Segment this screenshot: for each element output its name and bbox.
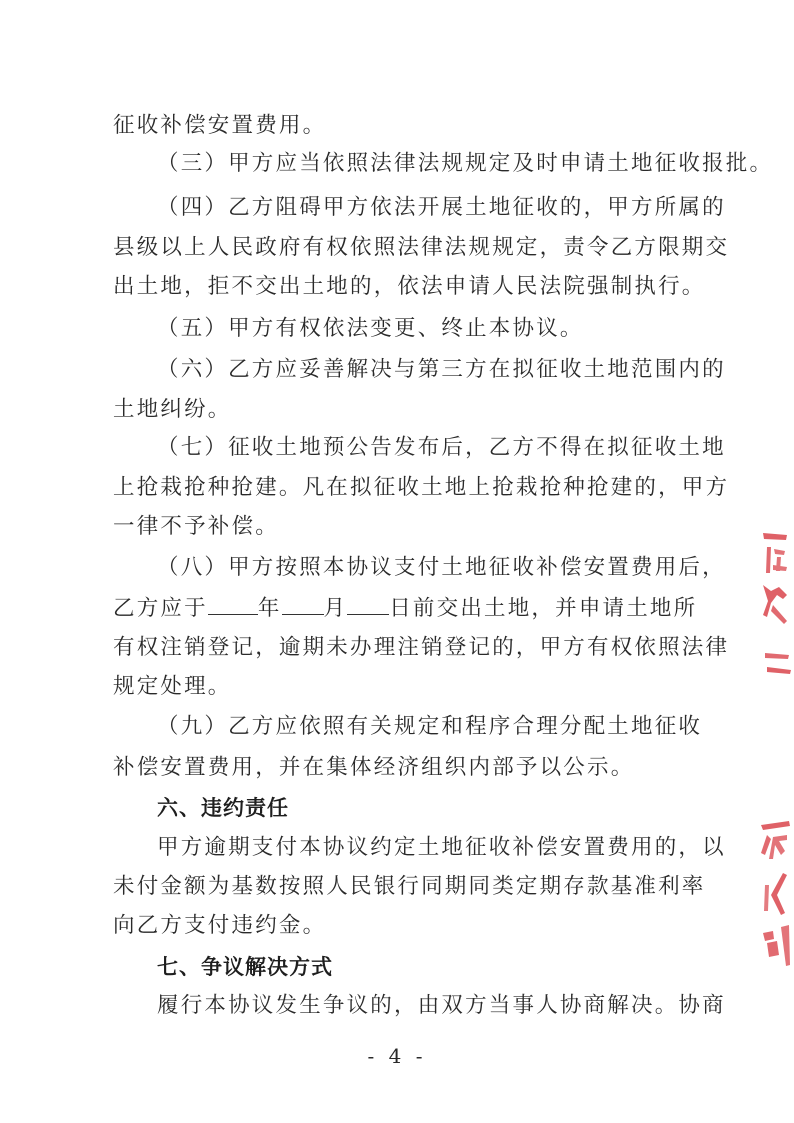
seal-stamp-icon xyxy=(757,525,794,685)
paragraph-line: （八）甲方按照本协议支付土地征收补偿安置费用后， xyxy=(157,555,726,580)
paragraph-line-with-blanks xyxy=(113,594,697,624)
line-prefix: 乙方应于 xyxy=(113,596,208,621)
paragraph-line: 有权注销登记，逾期未办理注销登记的，甲方有权依照法律 xyxy=(113,635,730,660)
paragraph-line: 甲方逾期支付本协议约定土地征收补偿安置费用的，以 xyxy=(157,835,726,860)
paragraph-line: （七）征收土地预公告发布后，乙方不得在拟征收土地 xyxy=(157,435,726,460)
paragraph-line: （三）甲方应当依照法律法规规定及时申请土地征收报批。 xyxy=(157,151,774,176)
year-blank xyxy=(208,594,258,615)
paragraph-line: 向乙方支付违约金。 xyxy=(113,913,327,938)
day-blank xyxy=(347,594,389,615)
paragraph-line: （六）乙方应妥善解决与第三方在拟征收土地范围内的 xyxy=(157,357,726,382)
paragraph-line: 一律不予补偿。 xyxy=(113,514,279,539)
section-heading: 六、违约责任 xyxy=(157,796,289,820)
seal-stamp-icon xyxy=(757,815,794,975)
month-label: 月 xyxy=(323,596,348,621)
paragraph-line: （五）甲方有权依法变更、终止本协议。 xyxy=(157,316,584,341)
paragraph-line: 出土地，拒不交出土地的，依法申请人民法院强制执行。 xyxy=(113,274,706,299)
line-suffix: 日前交出土地，并申请土地所 xyxy=(389,596,698,621)
month-blank xyxy=(282,594,324,615)
paragraph-line: 县级以上人民政府有权依照法律法规规定，责令乙方限期交 xyxy=(113,235,730,260)
paragraph-line: 履行本协议发生争议的，由双方当事人协商解决。协商 xyxy=(157,993,726,1018)
section-heading: 七、争议解决方式 xyxy=(157,955,333,979)
paragraph-line: 征收补偿安置费用。 xyxy=(113,113,327,138)
paragraph-line: （九）乙方应依照有关规定和程序合理分配土地征收 xyxy=(157,714,703,739)
paragraph-line: （四）乙方阻碍甲方依法开展土地征收的，甲方所属的 xyxy=(157,195,726,220)
paragraph-line: 上抢栽抢种抢建。凡在拟征收土地上抢栽抢种抢建的，甲方 xyxy=(113,475,730,500)
paragraph-line: 未付金额为基数按照人民银行同期同类定期存款基准利率 xyxy=(113,874,706,899)
paragraph-line: 补偿安置费用，并在集体经济组织内部予以公示。 xyxy=(113,755,635,780)
paragraph-line: 土地纠纷。 xyxy=(113,397,232,422)
page-number: - 4 - xyxy=(367,1044,427,1068)
paragraph-line: 规定处理。 xyxy=(113,674,232,699)
year-label: 年 xyxy=(257,596,282,621)
